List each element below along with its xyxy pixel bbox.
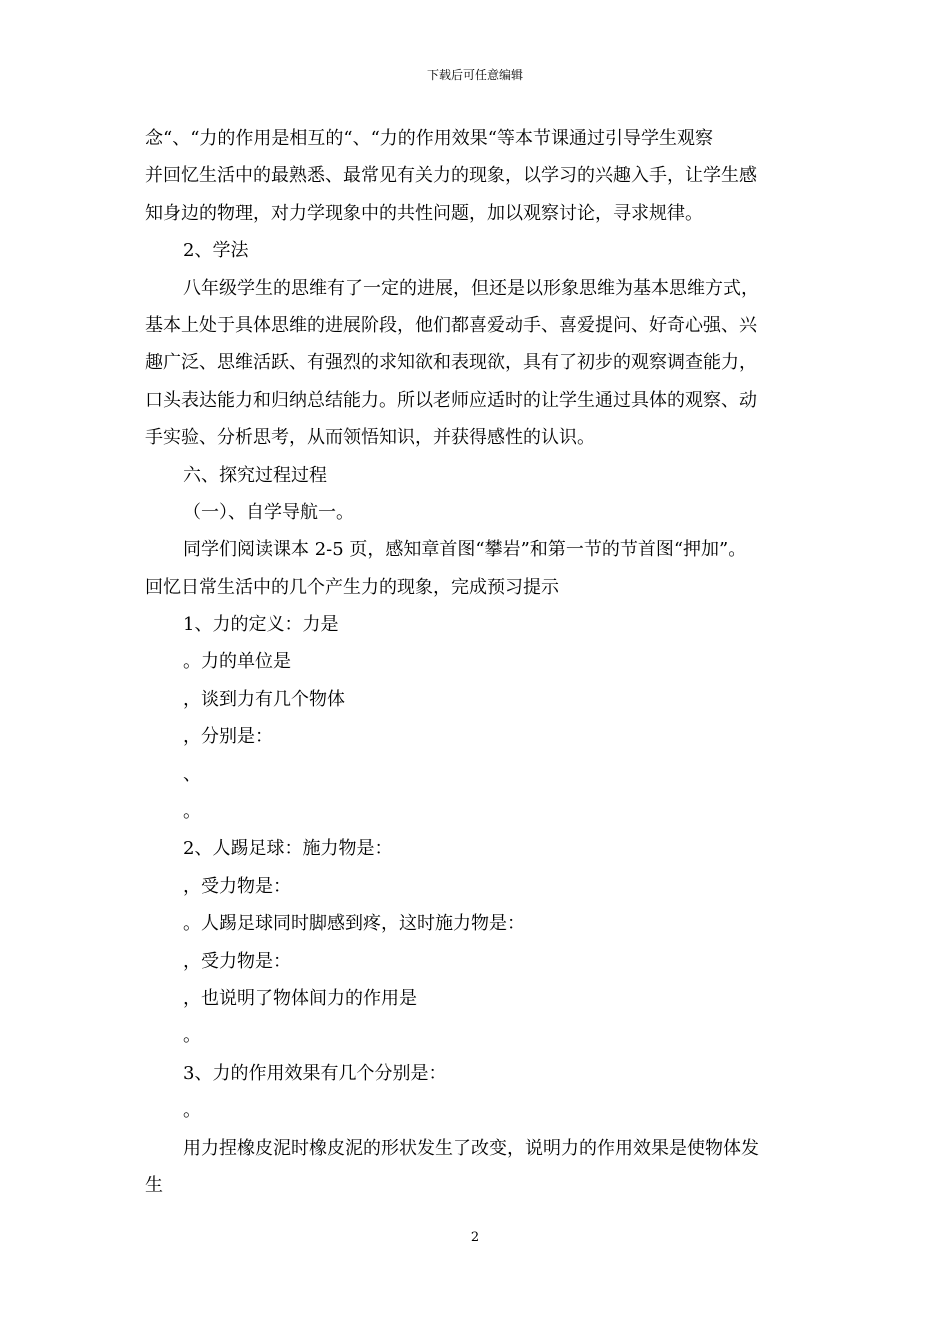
- text-line: ，也说明了物体间力的作用是: [183, 987, 417, 1009]
- text-line: 知身边的物理，对力学现象中的共性问题，加以观察讨论，寻求规律。: [145, 202, 703, 224]
- text-line: 1、力的定义：力是: [183, 614, 339, 636]
- text-line: 基本上处于具体思维的进展阶段，他们都喜爱动手、喜爱提问、好奇心强、兴: [145, 314, 757, 336]
- text-line: ，谈到力有几个物体: [183, 688, 345, 710]
- text-line: 2、人踢足球：施力物是：: [183, 838, 393, 860]
- text-line: 回忆日常生活中的几个产生力的现象，完成预习提示: [145, 576, 559, 598]
- text-line: ，受力物是：: [183, 950, 291, 972]
- text-line: 。: [183, 1025, 201, 1047]
- text-line: 。人踢足球同时脚感到疼，这时施力物是：: [183, 913, 525, 935]
- text-line: ，受力物是：: [183, 875, 291, 897]
- text-line: 用力捏橡皮泥时橡皮泥的形状发生了改变，说明力的作用效果是使物体发: [183, 1137, 759, 1159]
- text-line: 八年级学生的思维有了一定的进展，但还是以形象思维为基本思维方式，: [183, 277, 759, 299]
- text-line: 3、力的作用效果有几个分别是：: [183, 1062, 447, 1084]
- text-line: 六、探究过程过程: [183, 464, 327, 486]
- text-line: 念“、“力的作用是相互的“、“力的作用效果“等本节课通过引导学生观察: [145, 128, 714, 149]
- text-line: 2、学法: [183, 240, 249, 262]
- text-line: 。: [183, 801, 201, 823]
- text-line: 手实验、分析思考，从而领悟知识，并获得感性的认识。: [145, 427, 595, 449]
- document-body: [145, 120, 825, 1204]
- text-line: （一）、自学导航一。: [183, 501, 354, 523]
- page-number: 2: [470, 1230, 480, 1245]
- text-line: 。: [183, 1100, 201, 1122]
- text-line: 。力的单位是: [183, 651, 291, 673]
- text-line: 口头表达能力和归纳总结能力。所以老师应适时的让学生通过具体的观察、动: [145, 389, 757, 411]
- text-line: 趣广泛、思维活跃、有强烈的求知欲和表现欲，具有了初步的观察调查能力，: [145, 352, 757, 374]
- text-line: 同学们阅读课本 2-5 页，感知章首图“攀岩”和第一节的节首图“押加”。: [183, 539, 747, 561]
- page-header: 下载后可任意编辑: [426, 68, 523, 82]
- text-line: ，分别是：: [183, 726, 273, 748]
- text-line: 、: [183, 763, 201, 785]
- text-line: 并回忆生活中的最熟悉、最常见有关力的现象，以学习的兴趣入手，让学生感: [145, 165, 757, 187]
- text-line: 生: [145, 1174, 163, 1196]
